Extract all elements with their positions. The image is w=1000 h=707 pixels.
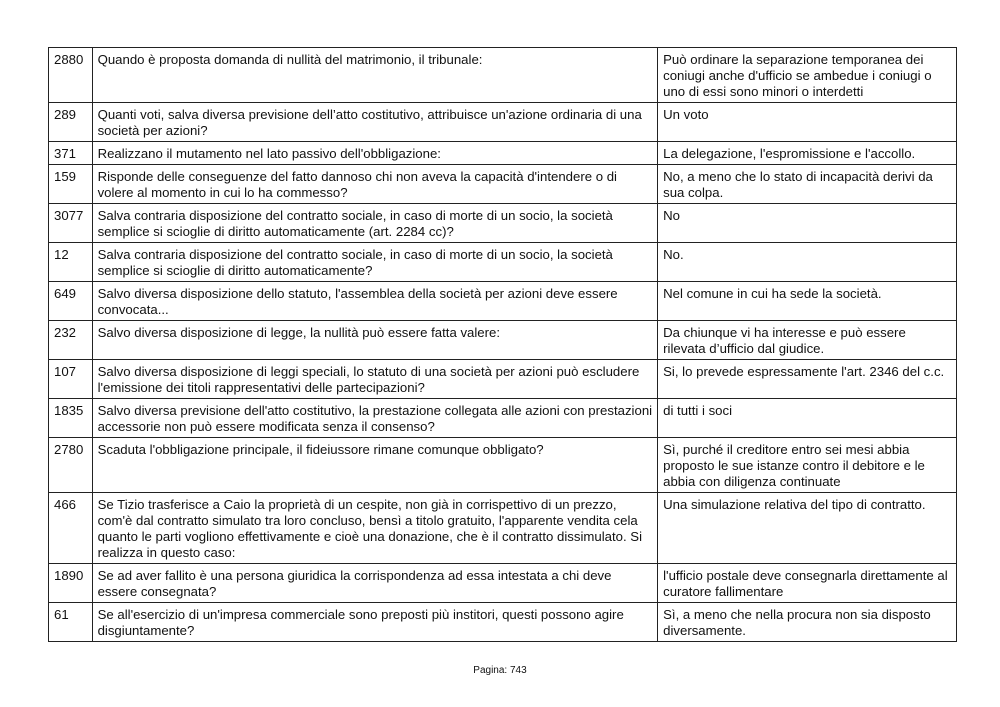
answer-cell: Nel comune in cui ha sede la società.: [658, 282, 957, 321]
answer-cell: Una simulazione relativa del tipo di contratto.: [658, 493, 957, 564]
question-cell: Salvo diversa disposizione di leggi speciali, lo statuto di una società per azioni può escludere l'emissione dei titoli rappresentativi delle partecipazioni?: [92, 360, 658, 399]
question-id-cell: 1890: [49, 564, 93, 603]
question-id-cell: 232: [49, 321, 93, 360]
question-cell: Scaduta l'obbligazione principale, il fideiussore rimane comunque obbligato?: [92, 438, 658, 493]
question-id-cell: 159: [49, 165, 93, 204]
table-row: [49, 48, 957, 103]
answer-cell: No, a meno che lo stato di incapacità derivi da sua colpa.: [658, 165, 957, 204]
table-row: [49, 564, 957, 603]
answer-cell: Si, lo prevede espressamente l'art. 2346 del c.c.: [658, 360, 957, 399]
question-id-cell: 466: [49, 493, 93, 564]
question-cell: Quanti voti, salva diversa previsione dell’atto costitutivo, attribuisce un'azione ordinaria di una società per azioni?: [92, 103, 658, 142]
table-row: [49, 438, 957, 493]
answer-cell: Da chiunque vi ha interesse e può essere rilevata d’ufficio dal giudice.: [658, 321, 957, 360]
answer-cell: Sì, a meno che nella procura non sia disposto diversamente.: [658, 603, 957, 642]
table-row: [49, 493, 957, 564]
answer-cell: di tutti i soci: [658, 399, 957, 438]
question-cell: Salvo diversa disposizione di legge, la nullità può essere fatta valere:: [92, 321, 658, 360]
table-row: [49, 103, 957, 142]
question-cell: Risponde delle conseguenze del fatto dannoso chi non aveva la capacità d'intendere o di volere al momento in cui lo ha commesso?: [92, 165, 658, 204]
question-cell: Realizzano il mutamento nel lato passivo dell'obbligazione:: [92, 142, 658, 165]
answer-cell: No: [658, 204, 957, 243]
question-id-cell: 289: [49, 103, 93, 142]
question-id-cell: 61: [49, 603, 93, 642]
question-cell: Se ad aver fallito è una persona giuridica la corrispondenza ad essa intestata a chi deve essere consegnata?: [92, 564, 658, 603]
table-row: [49, 321, 957, 360]
question-id-cell: 3077: [49, 204, 93, 243]
answer-cell: La delegazione, l'espromissione e l'accollo.: [658, 142, 957, 165]
answer-cell: Sì, purché il creditore entro sei mesi abbia proposto le sue istanze contro il debitore e le abbia con diligenza continuate: [658, 438, 957, 493]
page-number: Pagina: 743: [473, 665, 527, 676]
table-row: [49, 142, 957, 165]
question-id-cell: 107: [49, 360, 93, 399]
question-cell: Se Tizio trasferisce a Caio la proprietà di un cespite, non già in corrispettivo di un prezzo, com'è dal contratto simulato tra loro concluso, bensì a titolo gratuito, l'apparente vendita cela quanto le parti vogliono effettivamente e cioè una donazione, che è il contratto dissimulato. Si realizza in questo caso:: [92, 493, 658, 564]
question-cell: Se all'esercizio di un'impresa commerciale sono preposti più institori, questi possono agire disgiuntamente?: [92, 603, 658, 642]
question-id-cell: 2880: [49, 48, 93, 103]
question-id-cell: 2780: [49, 438, 93, 493]
table-row: [49, 360, 957, 399]
question-cell: Salvo diversa previsione dell'atto costitutivo, la prestazione collegata alle azioni con prestazioni accessorie non può essere modificata senza il consenso?: [92, 399, 658, 438]
question-cell: Salva contraria disposizione del contratto sociale, in caso di morte di un socio, la società semplice si scioglie di diritto automaticamente?: [92, 243, 658, 282]
question-cell: Salva contraria disposizione del contratto sociale, in caso di morte di un socio, la società semplice si scioglie di diritto automaticamente (art. 2284 cc)?: [92, 204, 658, 243]
question-id-cell: 1835: [49, 399, 93, 438]
table-row: [49, 204, 957, 243]
qa-table: [48, 47, 957, 642]
qa-table-body: [49, 48, 957, 642]
table-row: [49, 243, 957, 282]
table-row: [49, 399, 957, 438]
question-id-cell: 12: [49, 243, 93, 282]
table-row: [49, 603, 957, 642]
answer-cell: l'ufficio postale deve consegnarla direttamente al curatore fallimentare: [658, 564, 957, 603]
question-cell: Salvo diversa disposizione dello statuto, l'assemblea della società per azioni deve essere convocata...: [92, 282, 658, 321]
table-row: [49, 282, 957, 321]
question-id-cell: 371: [49, 142, 93, 165]
answer-cell: No.: [658, 243, 957, 282]
question-cell: Quando è proposta domanda di nullità del matrimonio, il tribunale:: [92, 48, 658, 103]
question-id-cell: 649: [49, 282, 93, 321]
table-row: [49, 165, 957, 204]
answer-cell: Può ordinare la separazione temporanea dei coniugi anche d'ufficio se ambedue i coniugi o uno di essi sono minori o interdetti: [658, 48, 957, 103]
answer-cell: Un voto: [658, 103, 957, 142]
